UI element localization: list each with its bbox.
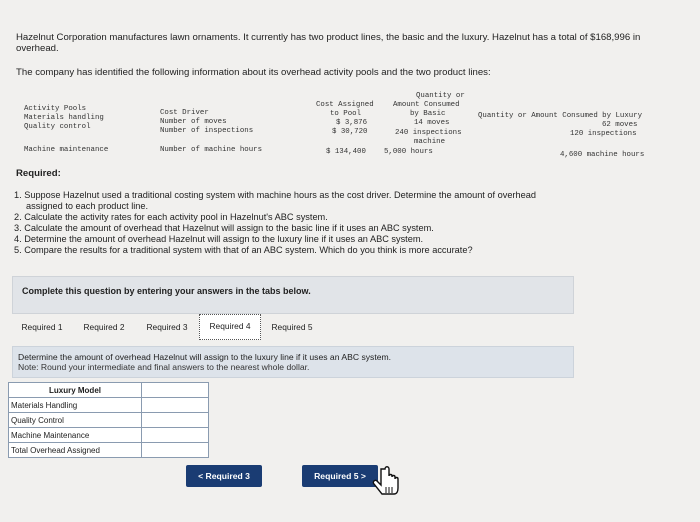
question-note: Note: Round your intermediate and final answers to the nearest whole dollar. [18, 362, 310, 372]
head-cost-1: Cost Assigned [316, 101, 374, 109]
required-item: 5. Compare the results for a traditional system with that of an ABC system. Which do you think is more accurate? [14, 244, 473, 255]
question-text: Determine the amount of overhead Hazelnut will assign to the luxury line if it uses an ABC system. [18, 352, 392, 362]
row-basic-1: machine [414, 138, 446, 146]
row-label-machine-maintenance: Machine Maintenance [9, 428, 142, 443]
input-total-overhead[interactable] [142, 443, 209, 458]
intro-text-2: The company has identified the following information about its overhead activity pools and the two product lines: [16, 67, 491, 78]
row-luxury: 4,600 machine hours [560, 151, 645, 159]
required-item: 2. Calculate the activity rates for each activity pool in Hazelnut's ABC system. [14, 211, 328, 222]
prev-required-button[interactable]: < Required 3 [186, 465, 262, 487]
row-luxury: 62 moves [602, 121, 638, 129]
input-materials-handling[interactable] [142, 398, 209, 413]
tab-required-3[interactable]: Required 3 [146, 322, 188, 332]
required-item: 4. Determine the amount of overhead Hazelnut will assign to the luxury line if it uses an ABC system. [14, 233, 424, 244]
row-luxury: 120 inspections [570, 130, 637, 138]
tab-required-1[interactable]: Required 1 [21, 322, 63, 332]
answer-table [8, 382, 209, 458]
panel-text: Complete this question by entering your answers in the tabs below. [22, 286, 311, 296]
hand-cursor-icon [371, 465, 401, 499]
tab-required-4[interactable]: Required 4 [199, 314, 261, 340]
row-pool: Materials handling [24, 114, 104, 122]
required-item: 1. Suppose Hazelnut used a traditional costing system with machine hours as the cost driver. Determine the amount of overhead [14, 190, 536, 200]
head-cost-2: to Pool [330, 110, 362, 118]
required-item: 3. Calculate the amount of overhead that Hazelnut will assign to the basic line if it uses an ABC system. [14, 222, 434, 233]
input-quality-control[interactable] [142, 413, 209, 428]
row-cost: $ 3,876 [336, 119, 368, 127]
row-pool: Machine maintenance [24, 146, 109, 154]
answer-table-header: Luxury Model [9, 383, 142, 398]
head-basic-3: by Basic [410, 110, 446, 118]
row-basic: 14 moves [414, 119, 450, 127]
head-activity: Activity Pools [24, 105, 87, 113]
head-basic-2: Amount Consumed [393, 101, 460, 109]
tab-required-5[interactable]: Required 5 [271, 322, 313, 332]
required-list [14, 190, 634, 255]
row-label-materials-handling: Materials Handling [9, 398, 142, 413]
head-driver: Cost Driver [160, 109, 209, 117]
next-required-button[interactable]: Required 5 > [302, 465, 378, 487]
head-luxury: Quantity or Amount Consumed by Luxury [478, 112, 643, 120]
row-pool: Quality control [24, 123, 91, 131]
answer-table-header-blank [142, 383, 209, 398]
row-label-total-overhead: Total Overhead Assigned [9, 443, 142, 458]
row-basic: 5,000 hours [384, 148, 433, 156]
required-heading: Required: [16, 168, 61, 179]
head-basic-1: Quantity or [416, 92, 465, 100]
input-machine-maintenance[interactable] [142, 428, 209, 443]
row-basic: 240 inspections [395, 129, 462, 137]
row-driver: Number of moves [160, 118, 227, 126]
tab-required-2[interactable]: Required 2 [83, 322, 125, 332]
row-driver: Number of machine hours [160, 146, 263, 154]
row-driver: Number of inspections [160, 127, 254, 135]
row-label-quality-control: Quality Control [9, 413, 142, 428]
required-item: assigned to each product line. [26, 200, 149, 211]
intro-text: Hazelnut Corporation manufactures lawn ornaments. It currently has two product lines, the basic and the luxury. Hazelnut has a total of $168,996 in overhead. [16, 32, 641, 54]
row-cost: $ 134,400 [326, 148, 366, 156]
row-cost: $ 30,720 [332, 128, 368, 136]
